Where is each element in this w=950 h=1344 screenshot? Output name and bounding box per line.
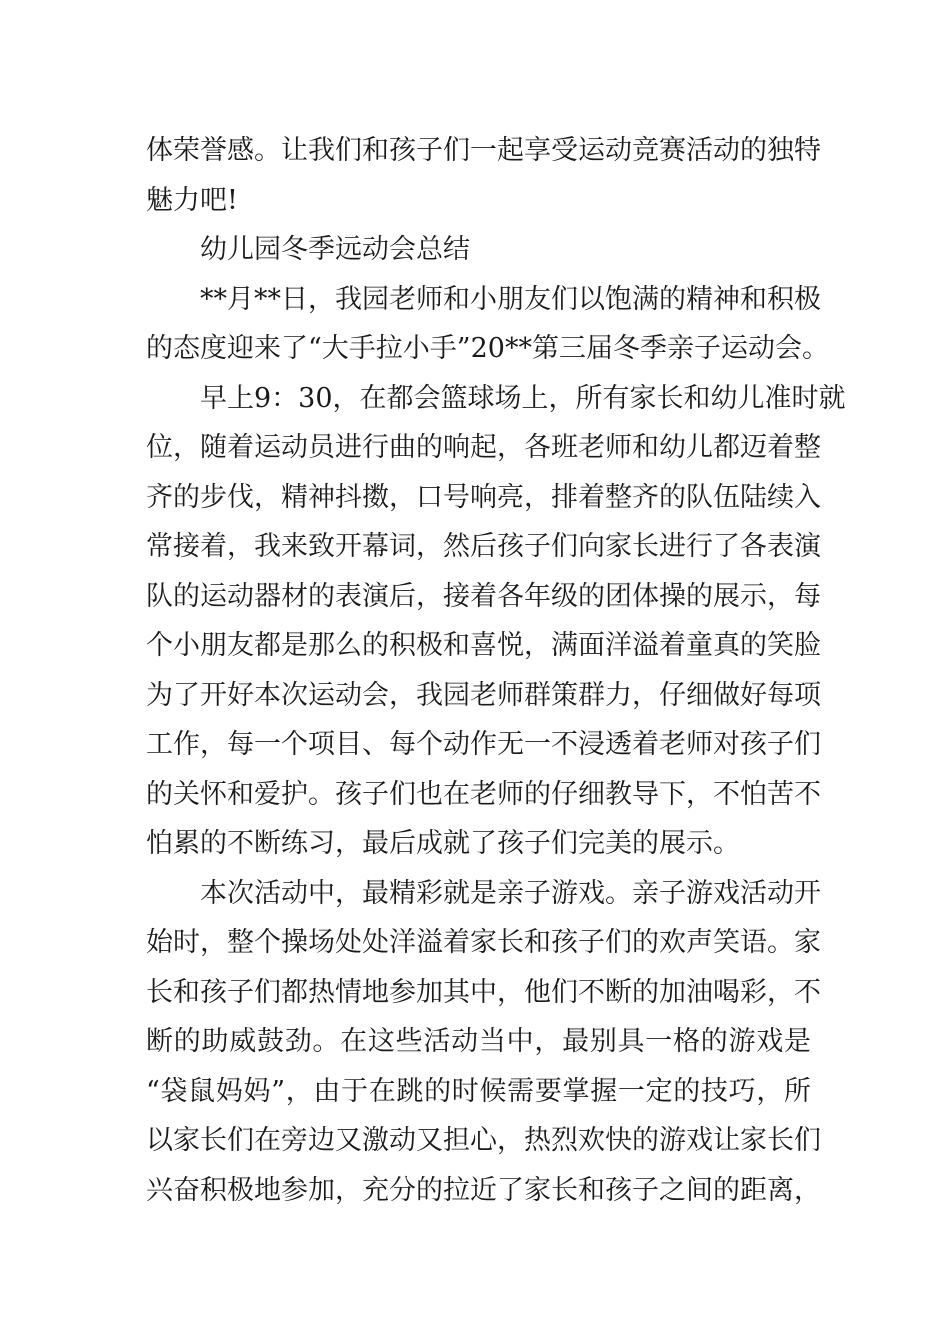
text-line: 的态度迎来了“大手拉小手”20**第三届冬季亲子运动会。: [146, 333, 829, 364]
text-line: **月**日，我园老师和小朋友们以饱满的精神和积极: [200, 283, 821, 315]
text-line: 本次活动中，最精彩就是亲子游戏。亲子游戏活动开: [200, 877, 821, 909]
section-title: 幼儿园冬季远动会总结: [200, 234, 470, 265]
text-line: “袋鼠妈妈”，由于在跳的时候需要掌握一定的技巧，所: [146, 1075, 811, 1107]
text-line: 为了开好本次运动会，我园老师群策群力，仔细做好每项: [146, 679, 821, 711]
text-line: 断的助威鼓劲。在这些活动当中，最别具一格的游戏是: [146, 1026, 811, 1057]
text-line: 始时，整个操场处处洋溢着家长和孩子们的欢声笑语。家: [146, 927, 821, 958]
text-line: 体荣誉感。让我们和孩子们一起享受运动竞赛活动的独特: [146, 135, 821, 166]
text-line: 个小朋友都是那么的积极和喜悦，满面洋溢着童真的笑脸: [146, 630, 821, 661]
text-line: 早上9：30，在都会篮球场上，所有家长和幼儿准时就: [200, 382, 846, 414]
text-line: 队的运动器材的表演后，接着各年级的团体操的展示，每: [146, 580, 821, 612]
text-line: 以家长们在旁边又激动又担心，热烈欢快的游戏让家长们: [146, 1125, 821, 1156]
text-line: 兴奋积极地参加，充分的拉近了家长和孩子之间的距离，: [146, 1174, 821, 1206]
text-line: 常接着，我来致开幕词，然后孩子们向家长进行了各表演: [146, 531, 821, 562]
text-line: 工作，每一个项目、每个动作无一不浸透着老师对孩子们: [146, 729, 821, 760]
text-line: 怕累的不断练习，最后成就了孩子们完美的展示。: [146, 828, 740, 859]
text-line: 长和孩子们都热情地参加其中，他们不断的加油喝彩，不: [146, 976, 821, 1008]
text-line: 齐的步伐，精神抖擞，口号响亮，排着整齐的队伍陆续入: [146, 481, 821, 513]
text-line: 的关怀和爱护。孩子们也在老师的仔细教导下，不怕苦不: [146, 778, 821, 810]
document-body: [146, 126, 846, 1215]
text-line: 魅力吧!: [146, 184, 238, 216]
text-line: 位，随着运动员进行曲的响起，各班老师和幼儿都迈着整: [146, 432, 821, 463]
